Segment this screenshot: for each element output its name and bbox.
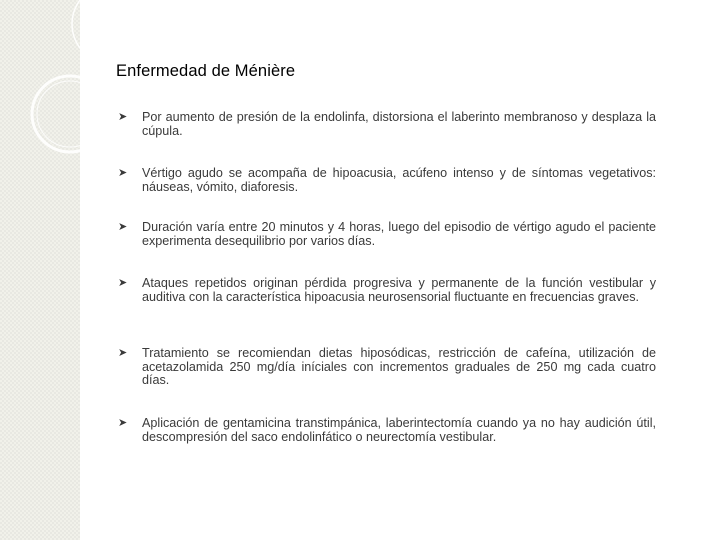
bullet-item (118, 167, 656, 194)
bullet-text: Ataques repetidos originan pérdida progresiva y permanente de la función vestibular y auditiva con la característica hipoacusia neurosensorial fluctuante en frecuencias graves. (142, 276, 656, 304)
decorative-circle-small (32, 76, 108, 152)
bullet-item (118, 347, 656, 388)
bullet-text: Duración varía entre 20 minutos y 4 horas, luego del episodio de vértigo agudo el paciente experimenta desequilibrio por varios días. (142, 220, 656, 248)
arrowhead-bullet-icon: ➤ (118, 347, 128, 359)
bullet-item (118, 417, 656, 444)
arrowhead-bullet-icon: ➤ (118, 417, 128, 429)
bullet-item (118, 221, 656, 248)
arrowhead-bullet-icon: ➤ (118, 221, 128, 233)
slide-title: Enfermedad de Ménière (116, 62, 296, 80)
bullet-text: Tratamiento se recomiendan dietas hiposódicas, restricción de cafeína, utilización de acetazolamida 250 mg/día iníciales con incrementos graduales de 250 mg cada cuatro días. (142, 346, 656, 388)
bullet-text: Aplicación de gentamicina transtimpánica, laberintectomía cuando ya no hay audición útil, descompresión del saco endolinfático o neurectomía vestibular. (142, 416, 656, 444)
arrowhead-bullet-icon: ➤ (118, 277, 128, 289)
decorative-circles (0, 0, 170, 170)
arrowhead-bullet-icon: ➤ (118, 167, 128, 179)
decorative-circle-inner (37, 81, 103, 147)
bullet-item (118, 111, 656, 138)
bullet-item (118, 277, 656, 304)
bullet-text: Vértigo agudo se acompaña de hipoacusia, acúfeno intenso y de síntomas vegetativos: náuseas, vómito, diaforesis. (142, 166, 656, 194)
arrowhead-bullet-icon: ➤ (118, 111, 128, 123)
decorative-circle-large (72, 0, 152, 64)
bullet-text: Por aumento de presión de la endolinfa, distorsiona el laberinto membranoso y desplaza la cúpula. (142, 110, 656, 138)
